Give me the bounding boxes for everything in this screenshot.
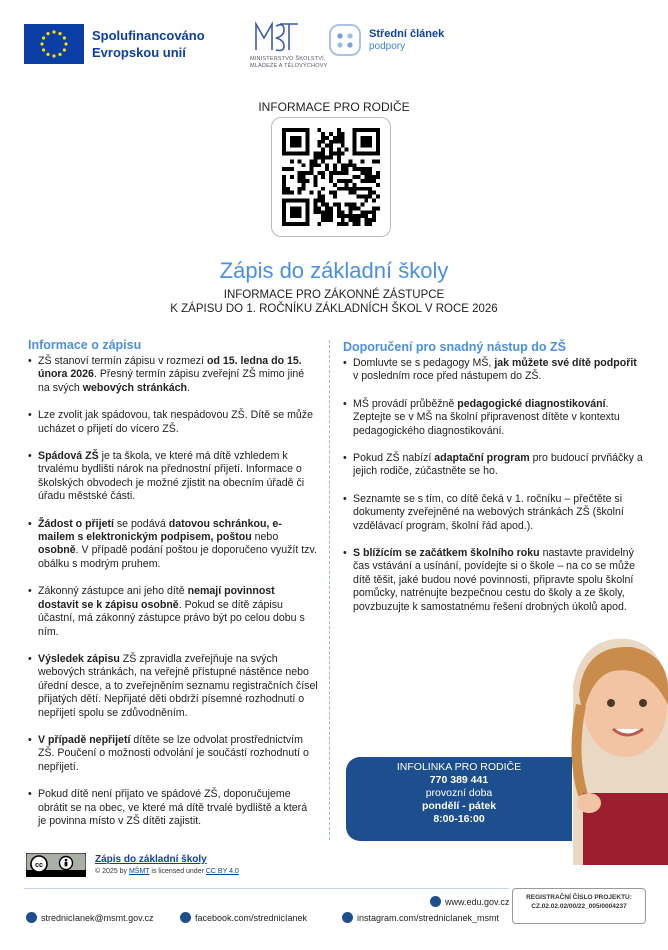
- zapis-item: • Zákonný zástupce ani jeho dítě nemají povinnost dostavit se k zápisu osobně. Pokud se dítě zápisu účastní, má zákonný zástupce právo být po celou dobu s ním.: [28, 585, 318, 639]
- cc-by-link[interactable]: CC BY 4.0: [205, 868, 239, 875]
- qr-code[interactable]: [271, 117, 391, 237]
- facebook-icon: [180, 912, 191, 923]
- stredni-clanek-badge-icon: [329, 24, 361, 56]
- recommendation-item: • Pokud ZŠ nabízí adaptační program pro budoucí prvňáčky a jejich rodiče, zúčastněte se ho.: [343, 452, 643, 479]
- page-subtitle: INFORMACE PRO ZÁKONNÉ ZÁSTUPCE K ZÁPISU DO 1. ROČNÍKU ZÁKLADNÍCH ŠKOL V ROCE 2026: [170, 289, 498, 315]
- recommendations-column: [343, 340, 643, 628]
- recommendation-item: • Seznamte se s tím, co dítě čeká v 1. ročníku – přečtěte si dokumenty zveřejněné na webových stránkách ZŠ (školní vzdělávací program, školní řád apod.).: [343, 493, 643, 533]
- zapis-item: • Pokud dítě není přijato ve spádové ZŠ, doporučujeme obrátit se na obec, ve které má dítě trvalé bydliště a která je povinna místo v ZŠ dítěti zajistit.: [28, 788, 318, 828]
- infolinka-box: [346, 757, 572, 841]
- zapis-info-column: [28, 338, 318, 842]
- header: [24, 18, 644, 78]
- instagram-link[interactable]: instagram.com/strednicIanek_msmt: [342, 912, 499, 923]
- facebook-link[interactable]: facebook.com/strednicIanek: [180, 912, 307, 923]
- zapis-info-heading: Informace o zápisu: [28, 338, 142, 352]
- email-link[interactable]: strednicIanek@msmt.gov.cz: [26, 912, 154, 923]
- instagram-icon: [342, 912, 353, 923]
- zapis-item: • Spádová ZŠ je ta škola, ve které má dítě vzhledem k trvalému bydlišti nárok na přednostní přijetí. Informace o školských obvodech je možné zjistit na obecním úřadě či úřadu městské části.: [28, 450, 318, 504]
- qr-code-icon: [282, 128, 380, 226]
- msmt-logo: MINISTERSTVO ŠKOLSTVÍ, MLÁDEŽE A TĚLOVÝCHOVY: [250, 20, 346, 72]
- infolinka-title: INFOLINKA PRO RODIČE: [396, 761, 522, 773]
- license-title-link[interactable]: Zápis do základní školy: [95, 854, 207, 865]
- stredni-clanek-logo: Střední článek podpory: [329, 24, 529, 64]
- infolinka-time: 8:00-16:00: [433, 813, 485, 825]
- zapis-item: • Lze zvolit jak spádovou, tak nespádovou ZŠ. Dítě se může ucházet o přijetí do vícero ZŠ.: [28, 409, 318, 436]
- cc-by-license-icon[interactable]: [26, 853, 86, 877]
- infolinka-hours-label: provozní doba: [425, 787, 493, 799]
- registration-label: REGISTRAČNÍ ČÍSLO PROJEKTU:: [526, 894, 632, 901]
- registration-number: CZ.02.02.02/00/22_005/0004237: [531, 903, 627, 910]
- web-link[interactable]: www.edu.gov.cz: [430, 896, 509, 907]
- infolinka-phone[interactable]: 770 389 441: [429, 774, 489, 786]
- license-text: © 2025 by MŠMT is licensed under CC BY 4.0: [95, 868, 239, 875]
- msmt-mark-icon: [254, 20, 298, 54]
- eu-flag-icon: [24, 24, 84, 64]
- recommendation-item: • MŠ provádí průběžně pedagogické diagnostikování. Zeptejte se v MŠ na školní připravenost dítěte v kontextu pedagogického diagnostikování.: [343, 398, 643, 438]
- page-title: Zápis do základní školy: [219, 258, 449, 283]
- svg-text:cc: cc: [35, 862, 43, 869]
- recommendations-heading: Doporučení pro snadný nástup do ZŠ: [343, 340, 566, 354]
- eu-cofunding-text: Spolufinancováno Evropskou unií: [92, 28, 205, 60]
- email-icon: [26, 912, 37, 923]
- recommendation-item: • S blížícím se začátkem školního roku nastavte pravidelný čas vstávání a usínání, povídejte si o škole – na co se může dítě těšit, jaké budou nové povinnosti, připravte spolu školní pomůcky, natrénujte bezpečnou cestu do školy a ze školy, povzbuzujte k samostatnému řešení drobných úkolů apod.: [343, 547, 643, 614]
- zapis-item: • ZŠ stanoví termín zápisu v rozmezí od 15. ledna do 15. února 2026. Přesný termín zápisu zveřejní ZŠ mimo jiné na svých webových stránkách.: [28, 355, 318, 395]
- footer-divider: [24, 888, 509, 889]
- recommendation-item: • Domluvte se s pedagogy MŠ, jak můžete své dítě podpořit v posledním roce před nástupem do ZŠ.: [343, 357, 643, 384]
- column-divider: [329, 340, 330, 840]
- globe-icon: [430, 896, 441, 907]
- qr-title: INFORMACE PRO RODIČE: [258, 100, 410, 114]
- zapis-item: • Výsledek zápisu ZŠ zpravidla zveřejňuje na svých webových stránkách, na veřejně přístupné nástěnce nebo úřední desce, a to zveřejněním seznamu registračních čísel přijatých dětí. Nepřijaté děti obdrží písemné rozhodnutí o nepřijetí spolu se zdůvodněním.: [28, 653, 318, 720]
- infolinka-days: pondělí - pátek: [421, 800, 497, 812]
- zapis-item: • V případě nepřijetí dítěte se lze odvolat prostřednictvím ZŠ. Poučení o možnosti odvolání je součástí rozhodnutí o nepřijetí.: [28, 734, 318, 774]
- zapis-item: • Žádost o přijetí se podává datovou schránkou, e-mailem s elektronickým podpisem, poštou nebo osobně. V případě podání poštou je doporučeno využít tzv. obálku s modrým pruhem.: [28, 518, 318, 572]
- msmt-link[interactable]: MŠMT: [128, 868, 150, 875]
- registration-box: [512, 888, 646, 924]
